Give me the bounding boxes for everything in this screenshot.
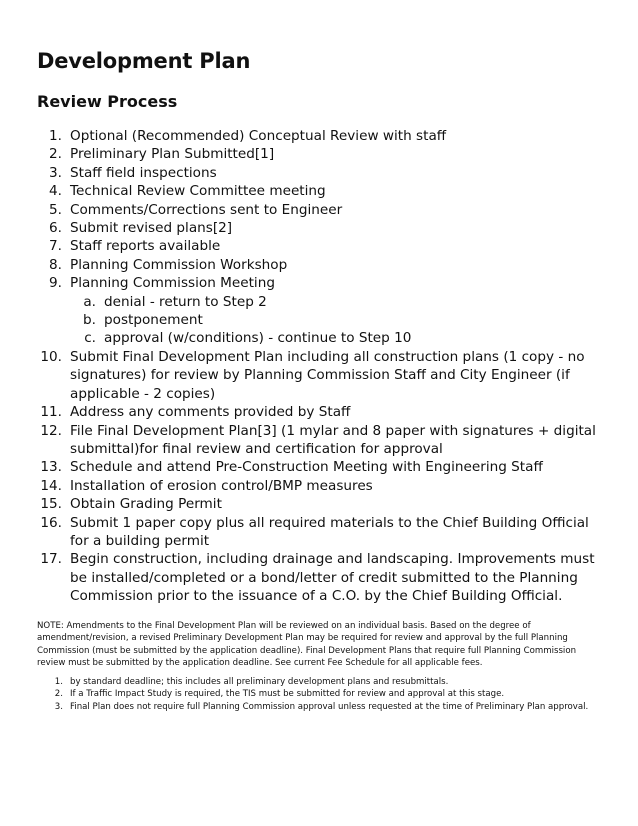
footnote-number: 1. xyxy=(54,677,63,687)
step-number: 3. xyxy=(49,164,62,181)
sub-step-text: postponement xyxy=(104,312,203,329)
step-text: Optional (Recommended) Conceptual Review with staff xyxy=(70,128,447,144)
footnote-item xyxy=(0,701,600,713)
sub-step-text: denial - return to Step 2 xyxy=(104,293,267,310)
footnote-text: If a Traffic Impact Study is required, the TIS must be submitted for review and approval at this stage. xyxy=(70,689,505,700)
list-item xyxy=(0,348,600,403)
step-number: 17. xyxy=(40,551,62,568)
footnotes-list xyxy=(0,676,600,713)
list-item xyxy=(0,403,600,421)
step-text: Begin construction, including drainage and landscaping. Improvements must be installed/completed or a bond/letter of credit submitted to the Planning Commission prior to the issuance of a C.O. by the Chief Building Official. xyxy=(70,551,595,605)
step-number: 16. xyxy=(40,514,62,531)
step-text: Planning Commission Workshop xyxy=(70,256,288,273)
step-number: 7. xyxy=(49,238,62,255)
step-number: 13. xyxy=(40,459,62,476)
list-item xyxy=(0,422,600,459)
page-title: Development Plan xyxy=(37,49,251,73)
list-item xyxy=(0,514,600,551)
step-number: 11. xyxy=(40,404,62,421)
footnote-text: by standard deadline; this includes all preliminary development plans and resubmittals. xyxy=(70,677,449,687)
amendment-note: NOTE: Amendments to the Final Development Plan will be reviewed on an individual basis. Based on the degree of amendment/revision, a revised Preliminary Development Plan may be required for review and approval by the full Planning Commission (must be submitted by the application deadline). Final Development Plans that require full Planning Commission review must be submitted by the application deadline. See current Fee Schedule for all applicable fees. xyxy=(37,621,577,669)
step-text: Planning Commission Meeting xyxy=(70,275,275,292)
step-text: Submit Final Development Plan including all construction plans (1 copy - no signatures) for review by Planning Commission Staff and City Engineer (if applicable - 2 copies) xyxy=(70,348,585,402)
review-steps-list xyxy=(0,127,600,606)
step-number: 2. xyxy=(49,146,62,163)
sub-list-item xyxy=(70,293,600,311)
list-item xyxy=(0,495,600,513)
step-number: 5. xyxy=(49,201,62,218)
step-number: 10. xyxy=(40,348,62,365)
step-text: Schedule and attend Pre-Construction Meeting with Engineering Staff xyxy=(70,459,543,476)
step-number: 6. xyxy=(49,220,62,237)
step-number: 15. xyxy=(40,496,62,513)
footnote-item xyxy=(0,688,600,700)
meeting-outcomes-list xyxy=(70,293,600,348)
list-item xyxy=(0,458,600,476)
sub-step-letter: c. xyxy=(84,330,96,347)
step-text: Address any comments provided by Staff xyxy=(70,404,351,421)
step-number: 9. xyxy=(49,275,62,292)
list-item xyxy=(0,127,600,145)
step-number: 1. xyxy=(49,128,62,144)
step-text: Submit revised plans[2] xyxy=(70,220,233,237)
list-item xyxy=(0,182,600,200)
list-item xyxy=(0,237,600,255)
sub-step-text: approval (w/conditions) - continue to Step 10 xyxy=(104,330,412,347)
list-item xyxy=(0,164,600,182)
step-text: Comments/Corrections sent to Engineer xyxy=(70,201,343,218)
list-item xyxy=(0,201,600,219)
footnote-text: Final Plan does not require full Planning Commission approval unless requested at the time of Preliminary Plan approval. xyxy=(70,701,589,712)
sub-list-item xyxy=(70,311,600,329)
section-heading: Review Process xyxy=(37,92,178,111)
list-item xyxy=(0,219,600,237)
list-item xyxy=(0,256,600,274)
footnote-item xyxy=(0,676,600,688)
sub-list-item xyxy=(70,329,600,347)
step-text: File Final Development Plan[3] (1 mylar and 8 paper with signatures + digital submittal)for final review and certification for approval xyxy=(70,422,596,457)
step-text: Installation of erosion control/BMP measures xyxy=(70,477,373,494)
list-item xyxy=(0,274,600,348)
sub-step-letter: a. xyxy=(83,293,96,310)
list-item xyxy=(0,145,600,163)
step-text: Obtain Grading Permit xyxy=(70,496,222,513)
step-text: Submit 1 paper copy plus all required materials to the Chief Building Official for a building permit xyxy=(70,514,589,549)
step-text: Staff reports available xyxy=(70,238,221,255)
step-number: 4. xyxy=(49,183,62,200)
step-number: 12. xyxy=(40,422,62,439)
step-text: Preliminary Plan Submitted[1] xyxy=(70,146,275,163)
step-text: Technical Review Committee meeting xyxy=(70,183,326,200)
list-item xyxy=(0,550,600,605)
footnote-number: 3. xyxy=(54,701,63,712)
sub-step-letter: b. xyxy=(83,312,96,329)
step-number: 14. xyxy=(40,477,62,494)
step-text: Staff field inspections xyxy=(70,164,217,181)
footnote-number: 2. xyxy=(54,689,63,700)
step-number: 8. xyxy=(49,256,62,273)
list-item xyxy=(0,477,600,495)
